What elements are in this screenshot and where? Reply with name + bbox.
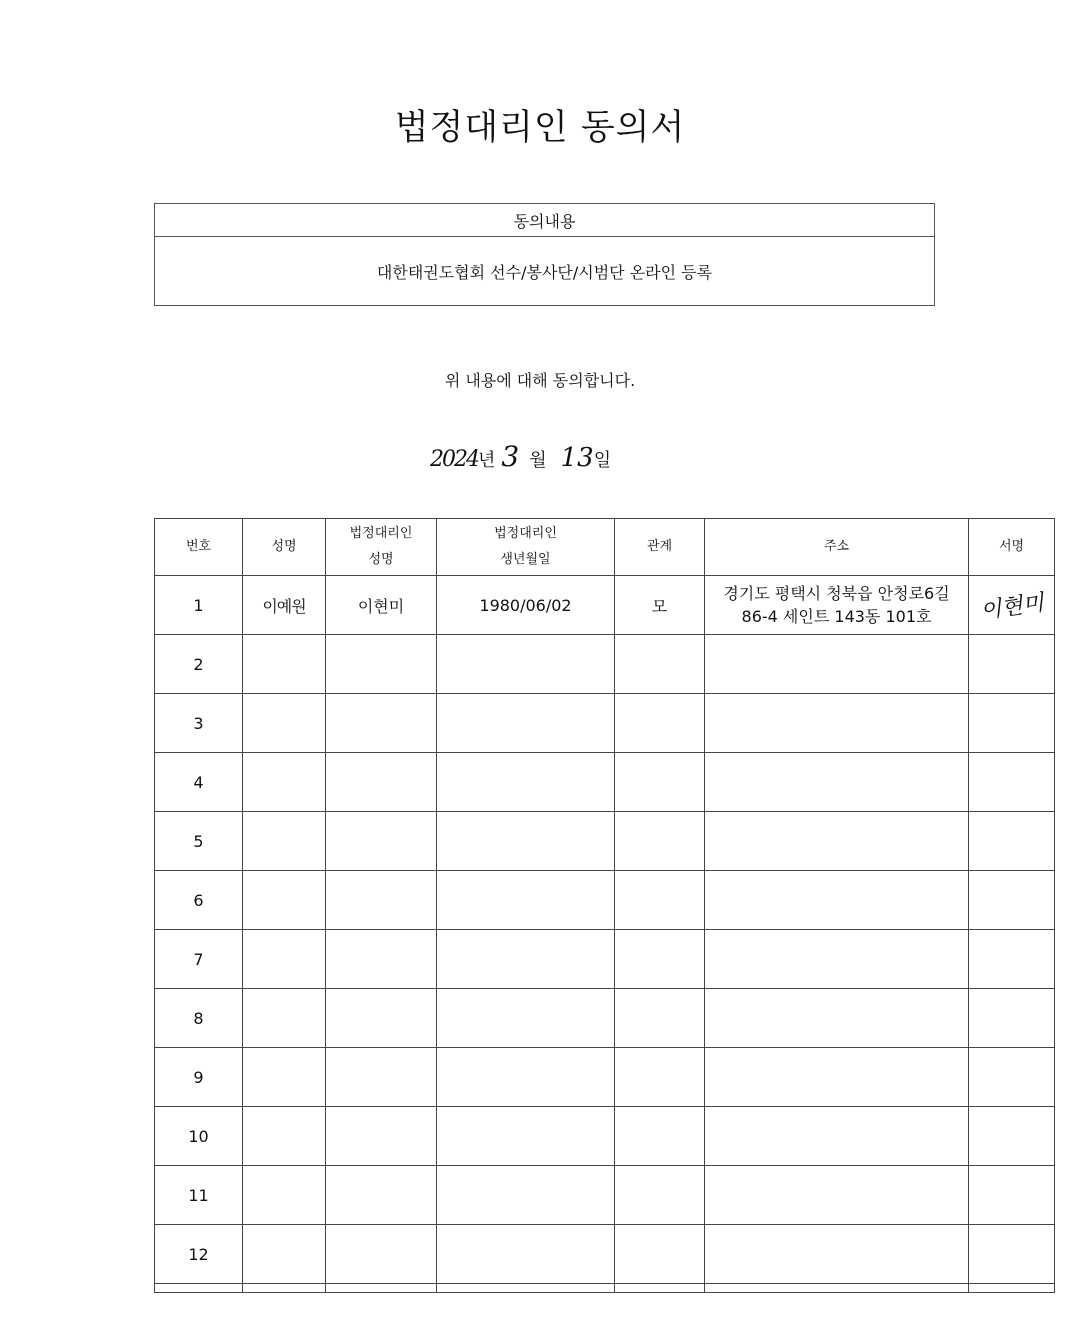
cell-guardian-name [326, 1107, 437, 1166]
header-guardian-birth [437, 519, 615, 576]
cell-guardian-birth [437, 1048, 615, 1107]
cell-address [705, 930, 969, 989]
table-row [155, 1166, 1055, 1225]
cell-guardian-birth [437, 812, 615, 871]
header-address: 주소 [705, 519, 969, 576]
cell-guardian-name [326, 694, 437, 753]
date-month-unit: 월 [529, 450, 547, 471]
cell-signature [969, 576, 1055, 635]
header-name: 성명 [243, 519, 326, 576]
header-relation: 관계 [615, 519, 705, 576]
cell-guardian-birth [437, 871, 615, 930]
cell-address [705, 635, 969, 694]
cell-name: 이예원 [243, 576, 326, 635]
cell-signature [969, 1048, 1055, 1107]
cell-guardian-birth: 1980/06/02 [437, 576, 615, 635]
cell-name [243, 989, 326, 1048]
cell-guardian-name [326, 930, 437, 989]
table-row [155, 694, 1055, 753]
cell-name [243, 930, 326, 989]
registration-table [154, 518, 1055, 1293]
cell-no: 8 [155, 989, 243, 1048]
cell-guardian-name [326, 635, 437, 694]
cell-signature [969, 930, 1055, 989]
header-signature: 서명 [969, 519, 1055, 576]
cell-address [705, 1107, 969, 1166]
table-row [155, 930, 1055, 989]
cell-guardian-birth [437, 930, 615, 989]
cell-guardian-name [326, 753, 437, 812]
cell-name [243, 1048, 326, 1107]
cell-no: 12 [155, 1225, 243, 1284]
cell-no: 5 [155, 812, 243, 871]
cell-name [243, 694, 326, 753]
cell-address [705, 1225, 969, 1284]
cell-signature [969, 753, 1055, 812]
cell-no: 4 [155, 753, 243, 812]
cell-guardian-name [326, 1166, 437, 1225]
cell-signature [969, 871, 1055, 930]
cell-signature [969, 1107, 1055, 1166]
cell-guardian-birth [437, 753, 615, 812]
table-row [155, 1225, 1055, 1284]
header-guardian-name [326, 519, 437, 576]
cell-no: 7 [155, 930, 243, 989]
cell-relation [615, 694, 705, 753]
cell-name [243, 635, 326, 694]
cell-guardian-name [326, 989, 437, 1048]
cell-relation [615, 753, 705, 812]
cell-no: 10 [155, 1107, 243, 1166]
cell-guardian-birth [437, 1225, 615, 1284]
cell-name [243, 1225, 326, 1284]
cell-name [243, 871, 326, 930]
table-row [155, 812, 1055, 871]
cell-signature [969, 1225, 1055, 1284]
cell-no: 1 [155, 576, 243, 635]
cell-relation: 모 [615, 576, 705, 635]
header-no: 번호 [155, 519, 243, 576]
table-row [155, 989, 1055, 1048]
consent-header: 동의내용 [155, 204, 934, 237]
consent-content: 대한태권도협회 선수/봉사단/시범단 온라인 등록 [376, 262, 713, 282]
cell-guardian-birth [437, 989, 615, 1048]
table-row [155, 1107, 1055, 1166]
cell-address [705, 753, 969, 812]
cell-no: 11 [155, 1166, 243, 1225]
table-row [155, 1048, 1055, 1107]
cell-guardian-name [326, 1225, 437, 1284]
date-day: 13 [560, 443, 594, 473]
date-year-unit: 년 [478, 450, 496, 471]
cell-guardian-name [326, 871, 437, 930]
cell-guardian-name [326, 1048, 437, 1107]
table-row [155, 576, 1055, 635]
cell-relation [615, 1107, 705, 1166]
header-guardian-name-line2: 성명 [368, 552, 394, 567]
cell-name [243, 1166, 326, 1225]
date-line [430, 440, 611, 476]
cell-guardian-birth [437, 1166, 615, 1225]
cell-relation [615, 1166, 705, 1225]
cell-no: 9 [155, 1048, 243, 1107]
table-header-row [155, 519, 1055, 576]
header-guardian-name-line1: 법정대리인 [349, 526, 413, 541]
cell-relation [615, 635, 705, 694]
cell-signature [969, 694, 1055, 753]
table-row [155, 635, 1055, 694]
page-title: 법정대리인 동의서 [394, 108, 686, 148]
table-row-stub [155, 1284, 1055, 1293]
cell-relation [615, 1048, 705, 1107]
consent-box [154, 203, 935, 306]
cell-address [705, 989, 969, 1048]
cell-address [705, 1166, 969, 1225]
cell-address [705, 812, 969, 871]
cell-signature [969, 635, 1055, 694]
table-row [155, 871, 1055, 930]
cell-signature [969, 812, 1055, 871]
cell-address [705, 871, 969, 930]
cell-address: 경기도 평택시 청북읍 안청로6길 86-4 세인트 143동 101호 [705, 576, 969, 635]
cell-guardian-birth [437, 1107, 615, 1166]
cell-name [243, 1107, 326, 1166]
cell-guardian-birth [437, 635, 615, 694]
agreement-text: 위 내용에 대해 동의합니다. [444, 371, 636, 390]
cell-relation [615, 930, 705, 989]
cell-guardian-name [326, 812, 437, 871]
cell-guardian-name: 이현미 [326, 576, 437, 635]
header-guardian-birth-line2: 생년월일 [500, 552, 551, 567]
cell-address [705, 1048, 969, 1107]
date-day-unit: 일 [593, 450, 612, 471]
cell-signature [969, 1166, 1055, 1225]
cell-no: 3 [155, 694, 243, 753]
cell-guardian-birth [437, 694, 615, 753]
cell-no: 6 [155, 871, 243, 930]
cell-relation [615, 812, 705, 871]
cell-name [243, 812, 326, 871]
header-guardian-birth-line1: 법정대리인 [494, 526, 557, 541]
date-year: 2024 [430, 447, 478, 472]
cell-no: 2 [155, 635, 243, 694]
cell-relation [615, 989, 705, 1048]
date-month: 3 [501, 440, 520, 473]
cell-signature [969, 989, 1055, 1048]
cell-address [705, 694, 969, 753]
signature-mark: 이현미 [978, 590, 1046, 624]
cell-relation [615, 1225, 705, 1284]
cell-name [243, 753, 326, 812]
table-row [155, 753, 1055, 812]
cell-relation [615, 871, 705, 930]
